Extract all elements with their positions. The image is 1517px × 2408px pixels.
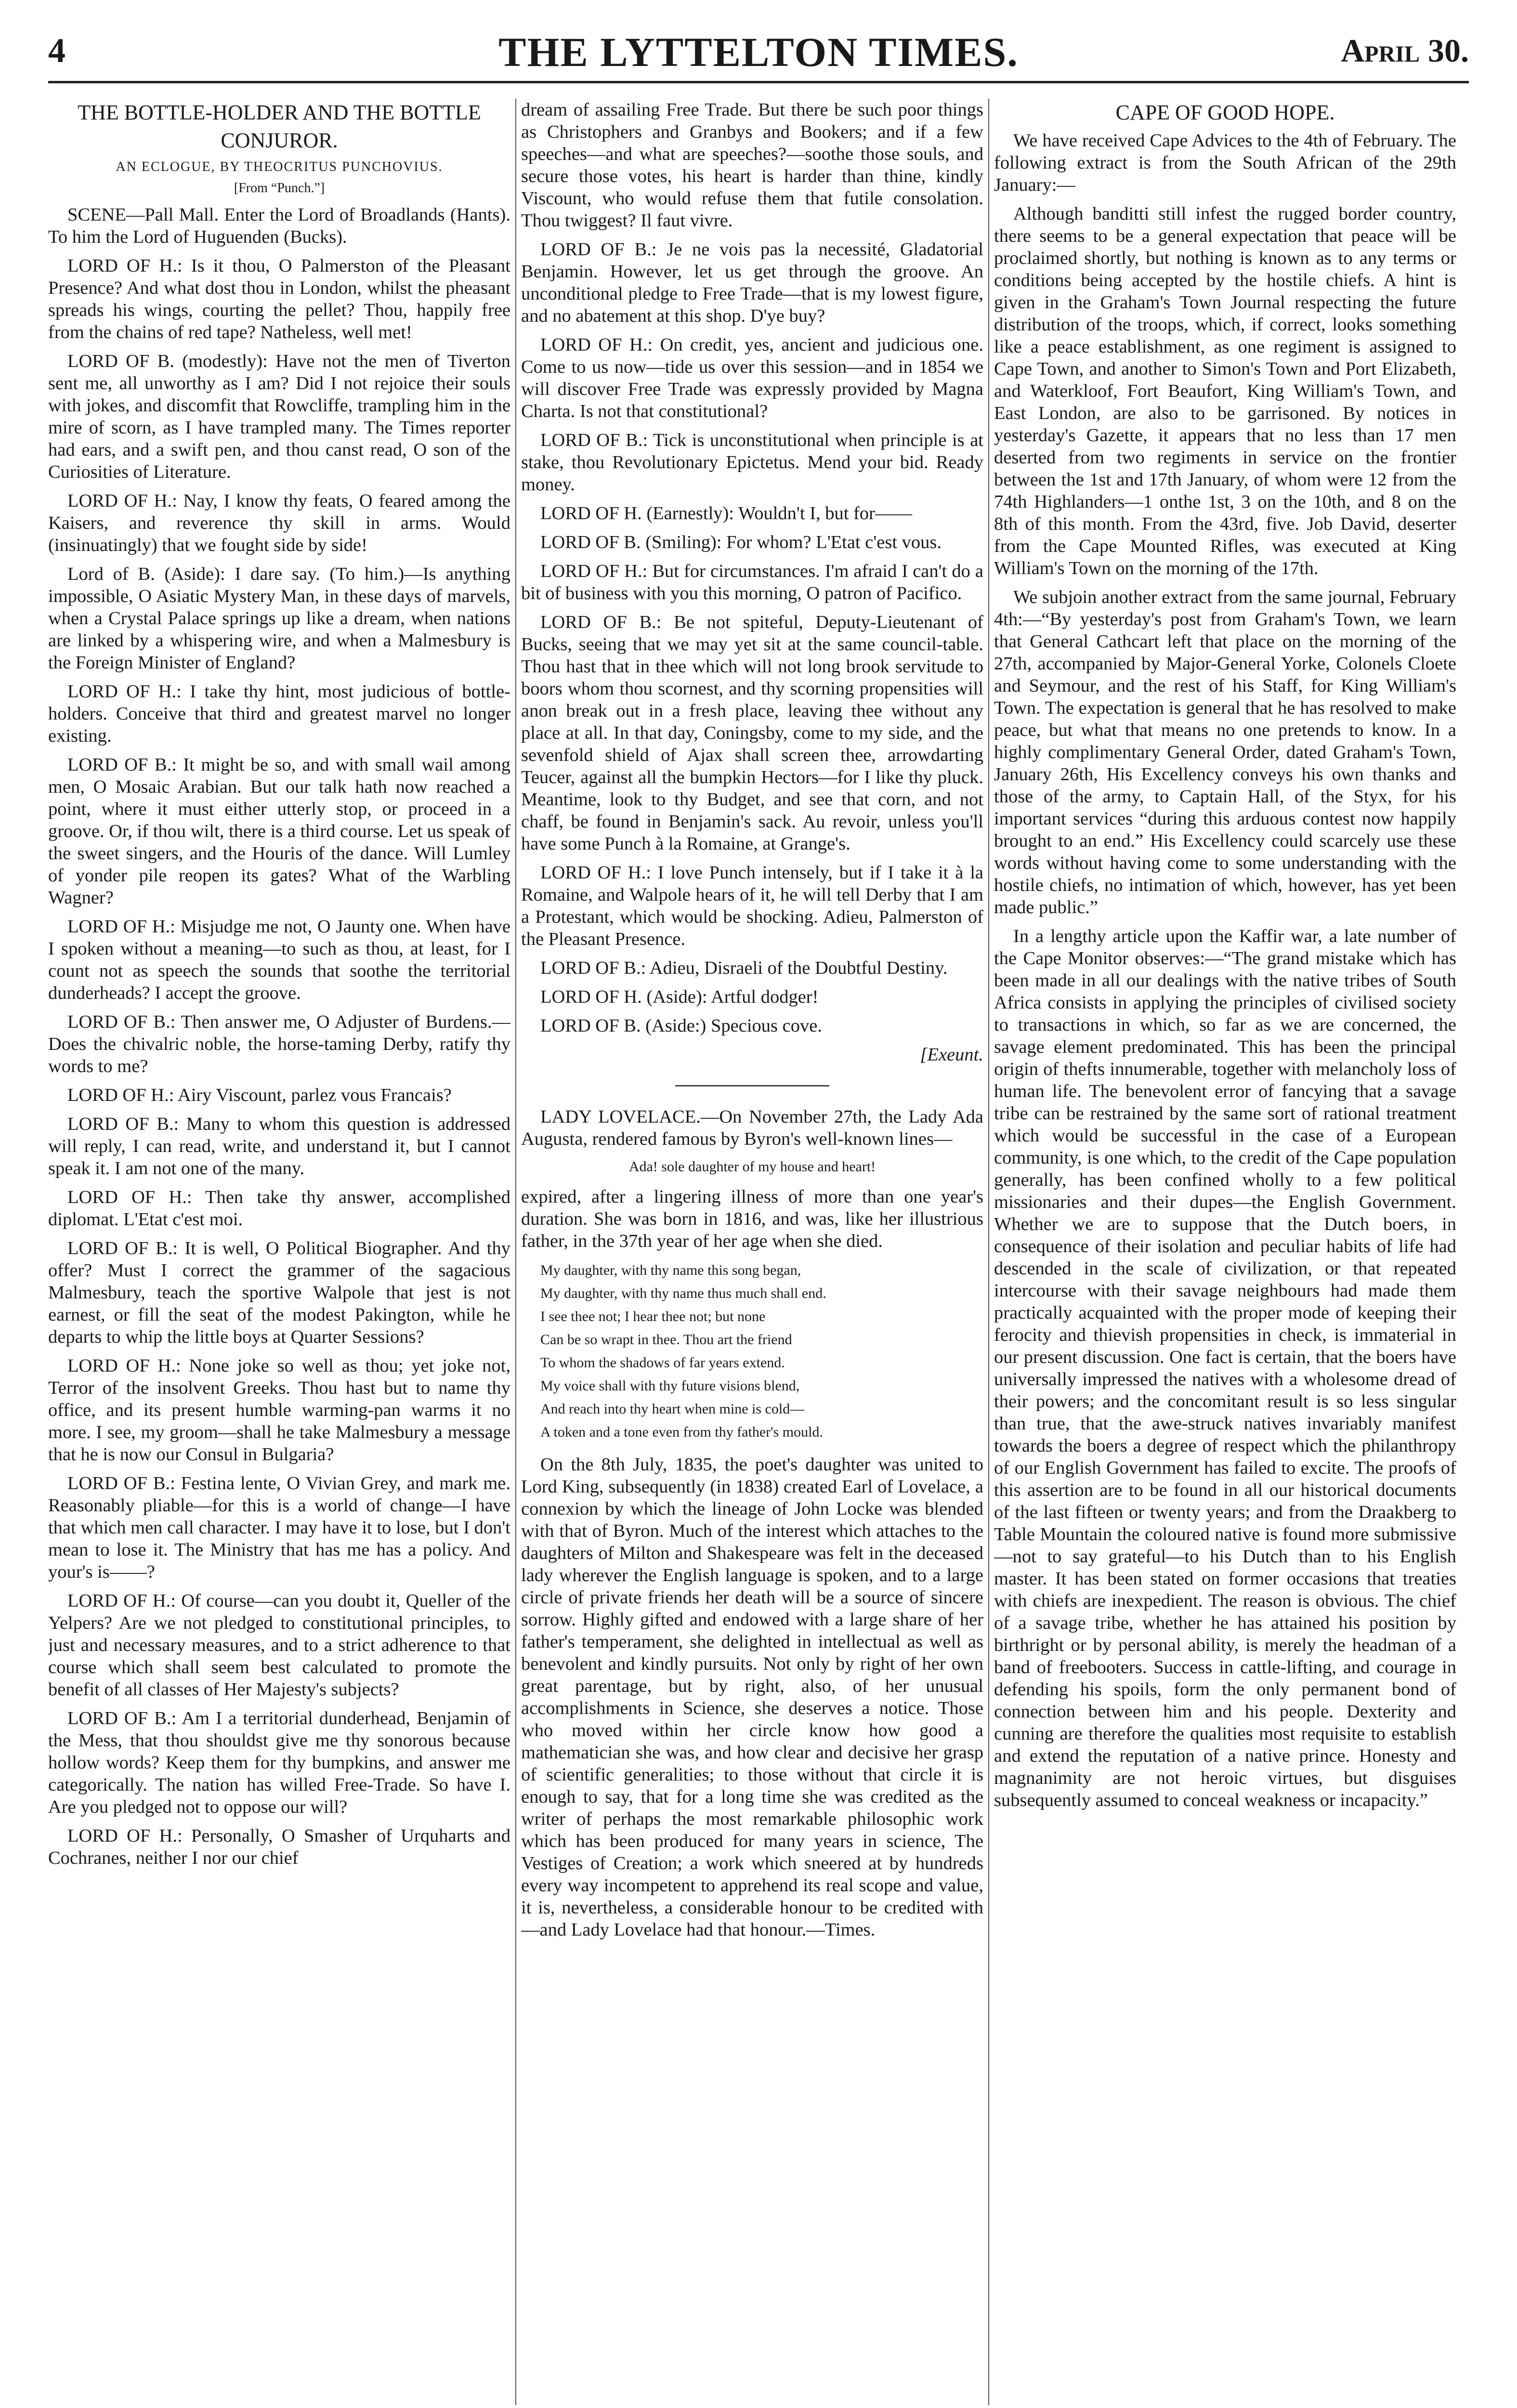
paragraph: LORD OF H.: None joke so well as thou; yet joke not, Terror of the insolvent Greeks. Thou hast but to name thy office, and its present humble warming-pan warms it no more. I see, my groom—shall he take Malmesbury a message that he is now our Consul in Bulgaria? <box>48 1356 510 1465</box>
poem-line: My daughter, with thy name thus much shall end. <box>540 1285 826 1301</box>
poem-line: To whom the shadows of far years extend. <box>540 1355 785 1371</box>
paragraph: LORD OF B.: Festina lente, O Vivian Grey, and mark me. Reasonably pliable—for this is a world of change—I have that which men call character. I may have it to lose, but I don't mean to lose it. The Ministry that has me has a policy. And your's is——? <box>48 1473 510 1582</box>
paragraph: LORD OF B.: Be not spiteful, Deputy-Lieutenant of Bucks, seeing that we may yet sit at the same council-table. Thou hast that in thee which will not long brook servitude to boors whom thou scornest, and thy scorning propensities will anon break out in a fresh place, leaving thee without any place at all. In that day, Coningsby, come to my side, and the sevenfold shield of Ajax shall screen thee, arrowdarting Teucer, against all the bumpkin Hectors—for I like thy pluck. Meantime, look to thy Budget, and see that corn, and not chaff, be found in Benjamin's sack. Au revoir, unless you'll have some Punch à la Romaine, at Grange's. <box>521 612 983 854</box>
paragraph: LORD OF H.: Nay, I know thy feats, O feared among the Kaisers, and reverence thy skill in arms. Would (insinuatingly) that we fought side by side! <box>48 491 510 555</box>
paragraph: We have received Cape Advices to the 4th of February. The following extract is from the South African of the 29th January:— <box>994 131 1456 195</box>
poem-line: A token and a tone even from thy father's mould. <box>540 1424 823 1440</box>
article-separator <box>675 1085 829 1086</box>
paragraph: Lord of B. (Aside): I dare say. (To him.)—Is anything impossible, O Asiatic Mystery Man, in these days of marvels, when a Crystal Palace springs up like a dream, when nations are linked by a whispering wire, and when a Malmesbury is the Foreign Minister of England? <box>48 564 510 673</box>
poem-line: I see thee not; I hear thee not; but none <box>540 1309 766 1324</box>
paragraph: LORD OF B.: Many to whom this question is addressed will reply, I can read, write, and understand it, but I cannot speak it. I am not one of the many. <box>48 1114 510 1178</box>
article-byline: AN ECLOGUE, BY THEOCRITUS PUNCHOVIUS. <box>116 159 443 174</box>
paragraph: On the 8th July, 1835, the poet's daughter was united to Lord King, subsequently (in 1838) created Earl of Lovelace, a connexion by which the lineage of John Locke was blended with that of Byron. Much of the interest which attaches to the daughters of Milton and Shakespeare was felt in the deceased lady wherever the English language is spoken, and to a large circle of private friends her death will be a source of sincere sorrow. Highly gifted and endowed with a large share of her father's temperament, she delighted in intellectual as well as benevolent and kindly pursuits. Not only by right of her own great parentage, but by right, also, of her unusual accomplishments in Science, she deserves a notice. Those who moved within her circle know how good a mathematician she was, and how clear and decisive her grasp of scientific generalities; to those without that circle it is enough to say, that for a long time she was credited as the writer of perhaps the most remarkable philosophic work which has been produced for many years in science, The Vestiges of Creation; a work which sneered at by hundreds every way incompetent to apprehend its real scope and value, it is, nevertheless, a considerable honour to be credited with—and Lady Lovelace had that honour.—Times. <box>521 1454 983 1940</box>
paragraph: LORD OF H.: Misjudge me not, O Jaunty one. When have I spoken without a meaning—to such as thou, at least, for I count not as speech the sounds that soothe the territorial dunderheads? I accept the groove. <box>48 916 510 1003</box>
column-3 <box>994 99 1456 2405</box>
issue-date: April 30. <box>1341 32 1469 69</box>
paragraph: SCENE—Pall Mall. Enter the Lord of Broadlands (Hants). To him the Lord of Huguenden (Bucks). <box>48 205 510 247</box>
page-number: 4 <box>48 31 65 70</box>
byron-quote: Ada! sole daughter of my house and heart! <box>628 1159 876 1175</box>
paragraph: LORD OF B.: Tick is unconstitutional when principle is at stake, thou Revolutionary Epictetus. Mend your bid. Ready money. <box>521 430 983 495</box>
poem-line: My daughter, with thy name this song began, <box>540 1262 801 1278</box>
paragraph: In a lengthy article upon the Kaffir war, a late number of the Cape Monitor observes:—“The grand mistake which has been made in all our dealings with the native tribes of South Africa consists in applying the principles of civilised society to transactions in which, so far as we are concerned, the savage element predominated. This has been the principal origin of thefts innumerable, together with melancholy loss of human life. The benevolent error of fancying that a savage tribe can be restrained by the same sort of rational treatment which would be successful in the case of a European community, is one which, to the credit of the Cape population generally, has been confined wholly to a few political missionaries and their dupes—the English Government. Whether we are to suppose that the Dutch boers, in consequence of their isolation and peculiar habits of life had descended in the scale of civilization, or that repeated intercourse with their savage neighbours had made them practically acquainted with the proper mode of keeping their ferocity and thievish propensities in check, is immaterial in our present discussion. One fact is certain, that the boers have universally impressed the natives with a wholesome dread of their powers; and the concomitant result is so less singular than true, that the awe-struck natives invariably manifest towards the boers a degree of respect which the philanthropy of our English Government has failed to excite. The proofs of this assertion are to be found in all our historical documents of the last fifteen or twenty years; and from the Draakberg to Table Mountain the coloured native is found more submissive—not to say grateful—to his Dutch than to his English master. It has been stated on former occasions that treaties with chiefs are inexpedient. The reason is obvious. The chief of a savage tribe, whether he has attained his position by birthright or by personal ability, is merely the headman of a band of freebooters. Success in cattle-lifting, and courage in defending his spoils, form the only permanent bond of connection between him and his people. Dexterity and cunning are therefore the qualities most requisite to establish and extend the reputation of a native prince. Honesty and magnanimity are not heroic virtues, but disguises subsequently assumed to conceal weakness or incapacity.” <box>994 926 1456 1810</box>
exeunt-stage-direction: [Exeunt. <box>920 1045 983 1065</box>
paragraph: LORD OF H.: Is it thou, O Palmerston of the Pleasant Presence? And what dost thou in London, whilst the pheasant spreads his wings, courting the pellet? Thou, happily free from the chains of red tape? Natheless, well met! <box>48 256 510 342</box>
paragraph: Although banditti still infest the rugged border country, there seems to be a general expectation that peace will be proclaimed shortly, but nothing is known as to any terms or conditions being accepted by the hostile chiefs. A hint is given in the Graham's Town Journal respecting the future distribution of the troops, which, if correct, looks something like a peace establishment, as one regiment is assigned to Cape Town, and another to Simon's Town and Port Elizabeth, and Waterkloof, Fort Beaufort, King William's Town, and East London, are also to be garrisoned. By notices in yesterday's Gazette, it appears that no less than 17 men deserted from two regiments in service on the frontier between the 1st and 17th January, of whom were 12 from the 74th Highlanders—1 onthe 1st, 3 on the 10th, and 8 on the 8th of this month. From the 43rd, five. Job David, deserter from the Cape Mounted Rifles, was executed at King William's Town on the morning of the 17th. <box>994 204 1456 578</box>
paragraph: LORD OF B. (modestly): Have not the men of Tiverton sent me, all unworthy as I am? Did I not rejoice their souls with jokes, and discomfit that Rowcliffe, trampling him in the mire of scorn, as I have trampled many. The Times reporter had ears, and a swift pen, and thou canst read, O son of the Curiosities of Literature. <box>48 351 510 482</box>
paragraph: expired, after a lingering illness of more than one year's duration. She was born in 1816, and was, like her illustrious father, in the 37th year of her age when she died. <box>521 1187 983 1251</box>
column-divider <box>988 99 989 2405</box>
article-heading: THE BOTTLE-HOLDER AND THE BOTTLE CONJUROR. <box>78 101 481 152</box>
paragraph: LORD OF H.: Then take thy answer, accomplished diplomat. L'Etat c'est moi. <box>48 1187 510 1230</box>
masthead <box>48 28 1469 83</box>
newspaper-title: THE LYTTELTON TIMES. <box>498 29 1019 75</box>
article-heading: CAPE OF GOOD HOPE. <box>1115 101 1335 124</box>
paragraph: LORD OF H.: On credit, yes, ancient and judicious one. Come to us now—tide us over this session—and in 1854 we will discover Free Trade was expressly provided by Magna Charta. Is not that constitutional? <box>521 335 983 421</box>
paragraph: LORD OF H.: I take thy hint, most judicious of bottle-holders. Conceive that third and greatest marvel no longer existing. <box>48 681 510 746</box>
paragraph: LORD OF H. (Earnestly): Wouldn't I, but for—— <box>540 503 912 523</box>
poem-line: My voice shall with thy future visions blend, <box>540 1378 800 1394</box>
paragraph: LORD OF B.: Am I a territorial dunderhead, Benjamin of the Mess, that thou shouldst give me thy sonorous because hollow words? Keep them for thy bumpkins, and answer me categorically. The nation has willed Free-Trade. So have I. Are you pledged not to oppose our will? <box>48 1708 510 1817</box>
paragraph: LORD OF H.: Of course—can you doubt it, Queller of the Yelpers? Are we not pledged to constitutional principles, to just and necessary measures, and to a strict adherence to that course which shall seem best calculated to promote the benefit of all classes of Her Majesty's subjects? <box>48 1591 510 1700</box>
poem-line: And reach into thy heart when mine is cold— <box>540 1401 805 1417</box>
poem-line: Can be so wrapt in thee. Thou art the friend <box>540 1332 792 1348</box>
column-2 <box>521 99 983 2405</box>
column-1 <box>48 99 510 2405</box>
column-divider <box>515 99 516 2405</box>
paragraph: LORD OF H.: I love Punch intensely, but if I take it à la Romaine, and Walpole hears of it, he will tell Derby that I am a Protestant, which would be shocking. Adieu, Palmerston of the Pleasant Presence. <box>521 863 983 949</box>
paragraph: LORD OF B.: Adieu, Disraeli of the Doubtful Destiny. <box>540 958 948 978</box>
paragraph: LORD OF H.: But for circumstances. I'm afraid I can't do a bit of business with you this morning, O patron of Pacifico. <box>521 561 983 603</box>
paragraph: LORD OF H. (Aside): Artful dodger! <box>540 987 819 1007</box>
poem-block <box>540 1259 983 1444</box>
paragraph: LORD OF B.: Je ne vois pas la necessité, Gladatorial Benjamin. However, let us get through the groove. An unconditional pledge to Free Trade—that is my lowest figure, and no abatement at this shop. D'ye buy? <box>521 239 983 326</box>
paragraph: LORD OF H.: Airy Viscount, parlez vous Francais? <box>67 1085 452 1105</box>
paragraph: LORD OF B.: Then answer me, O Adjuster of Burdens.—Does the chivalric noble, the horse-taming Derby, ratify thy words to me? <box>48 1012 510 1076</box>
paragraph: LORD OF B. (Aside:) Specious cove. <box>540 1016 822 1036</box>
paragraph: We subjoin another extract from the same journal, February 4th:—“By yesterday's post from Graham's Town, we learn that General Cathcart left that place on the morning of the 27th, accompanied by Major-General Yorke, Colonels Cloete and Seymour, and the rest of his Staff, for King William's Town. The expectation is general that he has resolved to make peace, but what that means no one pretends to know. In a highly complimentary General Order, dated Graham's Town, January 26th, His Excellency conveys his own thanks and those of the army, to Captain Hall, of the Styx, for his important services “during this arduous contest now happily brought to an end.” His Excellency could scarcely use these words without having come to some understanding with the hostile chiefs, no intimation of which, however, has yet been made public.” <box>994 587 1456 917</box>
lovelace-intro: LADY LOVELACE.—On November 27th, the Lady Ada Augusta, rendered famous by Byron's well-known lines— <box>521 1107 983 1149</box>
paragraph: LORD OF B.: It might be so, and with small wail among men, O Mosaic Arabian. But our talk hath now reached a point, where it must either utterly stop, or proceed in a groove. Or, if thou wilt, there is a third course. Let us speak of the sweet singers, and the Houris of the dance. Will Lumley of yonder pile reopen its gates? What of the Warbling Wagner? <box>48 755 510 908</box>
paragraph: LORD OF H.: Personally, O Smasher of Urquharts and Cochranes, neither I nor our chief <box>48 1826 510 1868</box>
paragraph: dream of assailing Free Trade. But there be such poor things as Christophers and Granbys and Bookers; and if a few speeches—and what are speeches?—soothe those souls, and secure those votes, his heart is harder than thine, kindly Viscount, who would refuse them that futile consolation. Thou twiggest? Il faut vivre. <box>521 100 983 231</box>
paragraph: LORD OF B.: It is well, O Political Biographer. And thy offer? Must I correct the grammer of the sagacious Malmesbury, teach the sportive Walpole that jest is not earnest, or fill the seat of the modest Pakington, while he departs to whip the little boys at Quarter Sessions? <box>48 1238 510 1347</box>
article-source: [From “Punch.”] <box>234 181 325 196</box>
paragraph: LORD OF B. (Smiling): For whom? L'Etat c'est vous. <box>540 532 942 552</box>
